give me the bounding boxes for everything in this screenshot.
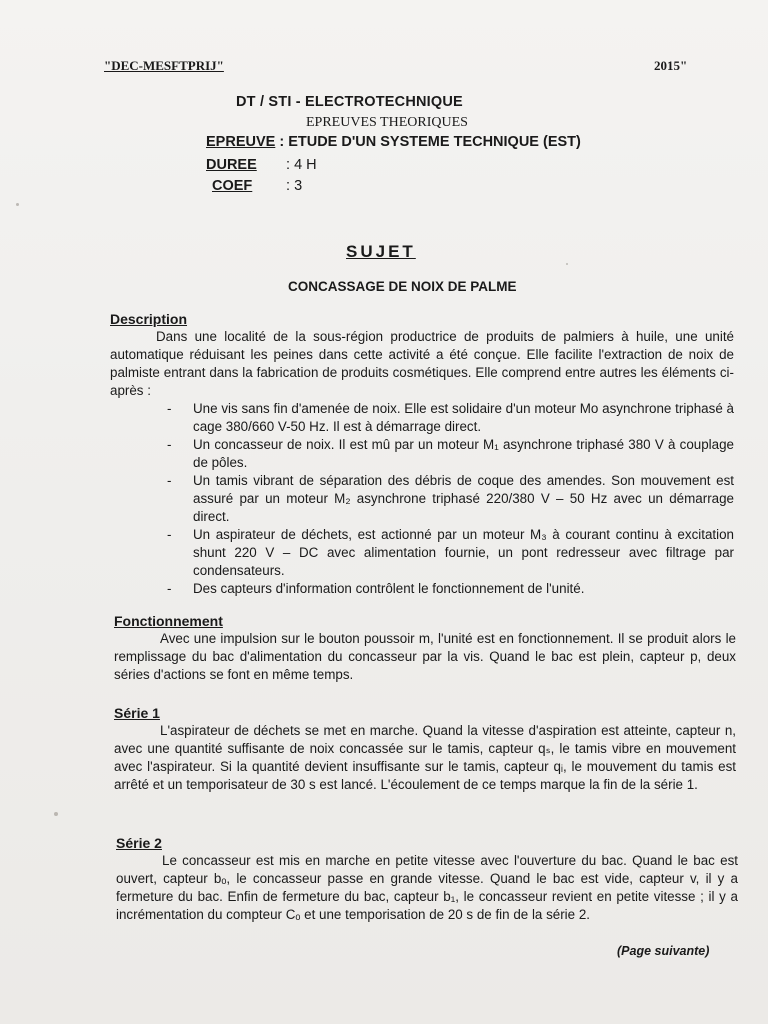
coef-value: : 3 [286, 178, 303, 194]
sujet-heading: SUJET [346, 242, 416, 261]
epreuve-label: EPREUVE [206, 134, 276, 150]
scan-speck [16, 203, 19, 206]
exam-year: 2015" [654, 58, 688, 73]
description-heading: Description [110, 311, 188, 327]
list-item: - Un tamis vibrant de séparation des débris de coque des amendes. Son mouvement est assuré par un moteur M₂ asynchrone triphasé 220/380 V – 50 Hz avec un démarrage direct. [167, 472, 734, 526]
fonctionnement-text: Avec une impulsion sur le bouton poussoir m, l'unité est en fonctionnement. Il se produit alors le remplissage du bac d'alimentation du concasseur par la vis. Quand le bac est plein, capteur p, deux séries d'actions se font en même temps. [114, 631, 736, 682]
serie2-heading: Série 2 [116, 835, 162, 851]
coef-label: COEF [212, 178, 253, 194]
serie1-heading: Série 1 [114, 705, 160, 721]
duree-label: DUREE [206, 157, 257, 173]
list-item: - Un aspirateur de déchets, est actionné par un moteur M₃ à courant continu à excitation shunt 220 V – DC avec alimentation fournie, un pont redresseur avec filtrage par condensateurs. [167, 526, 734, 580]
serie2-section [116, 834, 738, 924]
next-page-note: (Page suivante) [617, 944, 710, 958]
exam-subtitle: EPREUVES THEORIQUES [306, 115, 468, 130]
component-list [110, 400, 734, 598]
serie2-text: Le concasseur est mis en marche en petite vitesse avec l'ouverture du bac. Quand le bac est ouvert, capteur bₒ, le concasseur passe en grande vitesse. Quand le bac est vide, capteur v, il y a fermeture du bac. Enfin de fermeture du bac, capteur b₁, le concasseur revient en petite vitesse ; il y a incrémentation du compteur Cₒ et une temporisation de 20 s de fin de la série 2. [116, 853, 738, 922]
fonctionnement-heading: Fonctionnement [114, 613, 223, 629]
scan-speck [566, 263, 568, 265]
serie1-text: L'aspirateur de déchets se met en marche. Quand la vitesse d'aspiration est atteinte, capteur n, avec une quantité suffisante de noix concassée sur le tamis, capteur qₛ, le tamis vibre en mouvement avec l'aspirateur. Si la quantité devient insuffisante sur le tamis, capteur qᵢ, le mouvement du tamis est arrêté et un temporisateur de 30 s est lancé. L'écoulement de ce temps marque la fin de la série 1. [114, 723, 736, 792]
epreuve-row [206, 134, 581, 150]
duree-row [206, 157, 317, 173]
reference-code: "DEC-MESFTPRIJ" [104, 58, 224, 73]
serie1-section [114, 704, 736, 794]
list-item: - Une vis sans fin d'amenée de noix. Elle est solidaire d'un moteur Mo asynchrone triphasé à cage 380/660 V-50 Hz. Il est à démarrage direct. [167, 400, 734, 436]
epreuve-value: : ETUDE D'UN SYSTEME TECHNIQUE (EST) [279, 134, 581, 150]
duree-value: : 4 H [286, 157, 317, 173]
case-title: CONCASSAGE DE NOIX DE PALME [288, 279, 517, 294]
coef-row [212, 178, 302, 194]
list-item: - Un concasseur de noix. Il est mû par un moteur M₁ asynchrone triphasé 380 V à couplage de pôles. [167, 436, 734, 472]
fonctionnement-section [114, 612, 736, 684]
scan-speck [54, 812, 58, 816]
description-intro: Dans une localité de la sous-région productrice de produits de palmiers à huile, une unité automatique réduisant les peines dans cette activité a été conçue. Elle facilite l'extraction de noix de palmiste entrant dans la fabrication de produits cosmétiques. Elle comprend entre autres les éléments ci-après : [110, 329, 734, 398]
exam-title: DT / STI - ELECTROTECHNIQUE [236, 94, 463, 110]
list-item: - Des capteurs d'information contrôlent le fonctionnement de l'unité. [167, 580, 734, 598]
description-section [110, 310, 734, 598]
